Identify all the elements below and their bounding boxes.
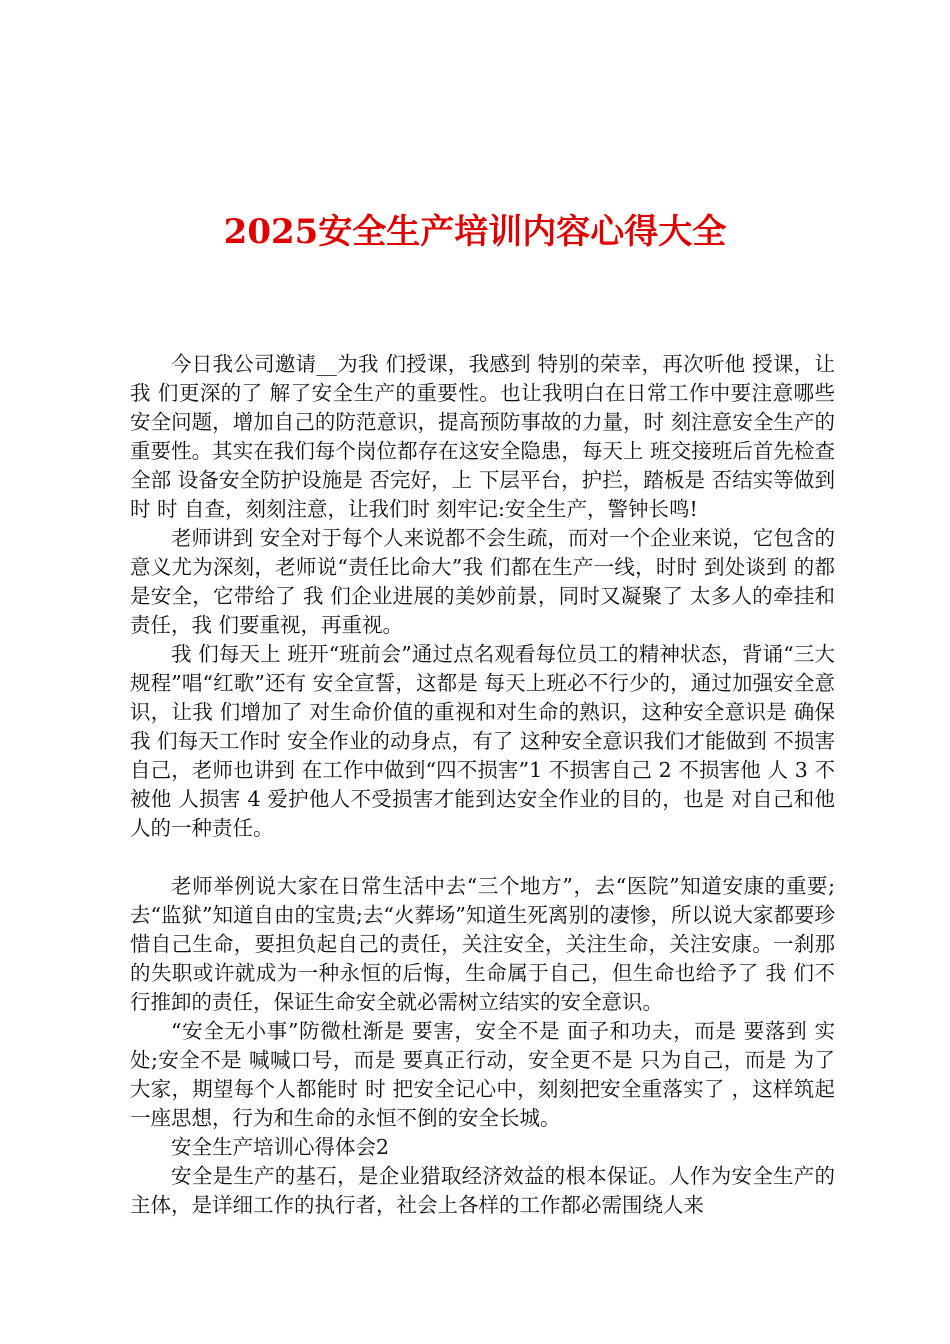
paragraph: 安全是生产的基石，是企业猎取经济效益的根本保证。人作为安全生产的主体，是详细工作的执行者，社会上各样的工作都必需围绕人来 <box>130 1164 835 1217</box>
paragraph: 老师举例说大家在日常生活中去“三个地方”，去“医院”知道安康的重要;去“监狱”知道自由的宝贵;去“火葬场”知道生死离别的凄惨，所以说大家都要珍惜自己生命，要担负起自己的责任，关注安全，关注生命，关注安康。一刹那的失职或许就成为一种永恒的后悔，生命属于自己，但生命也给予了 我 们不行推卸的责任，保证生命安全就必需树立结实的安全意识。 <box>130 874 835 1014</box>
document-body <box>130 350 835 1220</box>
paragraph: 老师讲到 安全对于每个人来说都不会生疏，而对一个企业来说，它包含的意义尤为深刻，老师说“责任比命大”我 们都在生产一线，时时 到处谈到 的都是安全，它带给了 我 们企业进展的美妙前景，同时又凝聚了 太多人的牵挂和责任，我 们要重视，再重视。 <box>130 526 835 637</box>
paragraph: 今日我公司邀请__为我 们授课，我感到 特别的荣幸，再次听他 授课，让我 们更深的了 解了安全生产的重要性。也让我明白在日常工作中要注意哪些安全问题，增加自己的防范意识，提高预防事故的力量，时 刻注意安全生产的重要性。其实在我们每个岗位都存在这安全隐患，每天上 班交接班后首先检查全部 设备安全防护设施是 否完好，上 下层平台，护拦，踏板是 否结实等做到 时 时 自查，刻刻注意，让我们时 刻牢记:安全生产，警钟长鸣! <box>130 352 835 521</box>
paragraph: “安全无小事”防微杜渐是 要害，安全不是 面子和功夫，而是 要落到 实处;安全不是 喊喊口号，而是 要真正行动，安全更不是 只为自己，而是 为了大家，期望每个人都能时 时 把安全记心中，刻刻把安全重落实了 ，这样筑起一座思想，行为和生命的永恒不倒的安全长城。 <box>130 1019 835 1130</box>
document-title: 2025安全生产培训内容心得大全 <box>223 212 727 252</box>
section-heading: 安全生产培训心得体会2 <box>171 1135 390 1159</box>
paragraph: 我 们每天上 班开“班前会”通过点名观看每位员工的精神状态，背诵“三大规程”唱“红歌”还有 安全宣誓，这都是 每天上班必不行少的，通过加强安全意识，让我 们增加了 对生命价值的重视和对生命的熟识，这种安全意识是 确保我 们每天工作时 安全作业的动身点，有了 这种安全意识我们才能做到 不损害自己，老师也讲到 在工作中做到“四不损害”1 不损害自己 2 不损害他 人 3 不被他 人损害 4 爱护他人不受损害才能到达安全作业的目的，也是 对自己和他 人的一种责任。 <box>130 642 835 840</box>
